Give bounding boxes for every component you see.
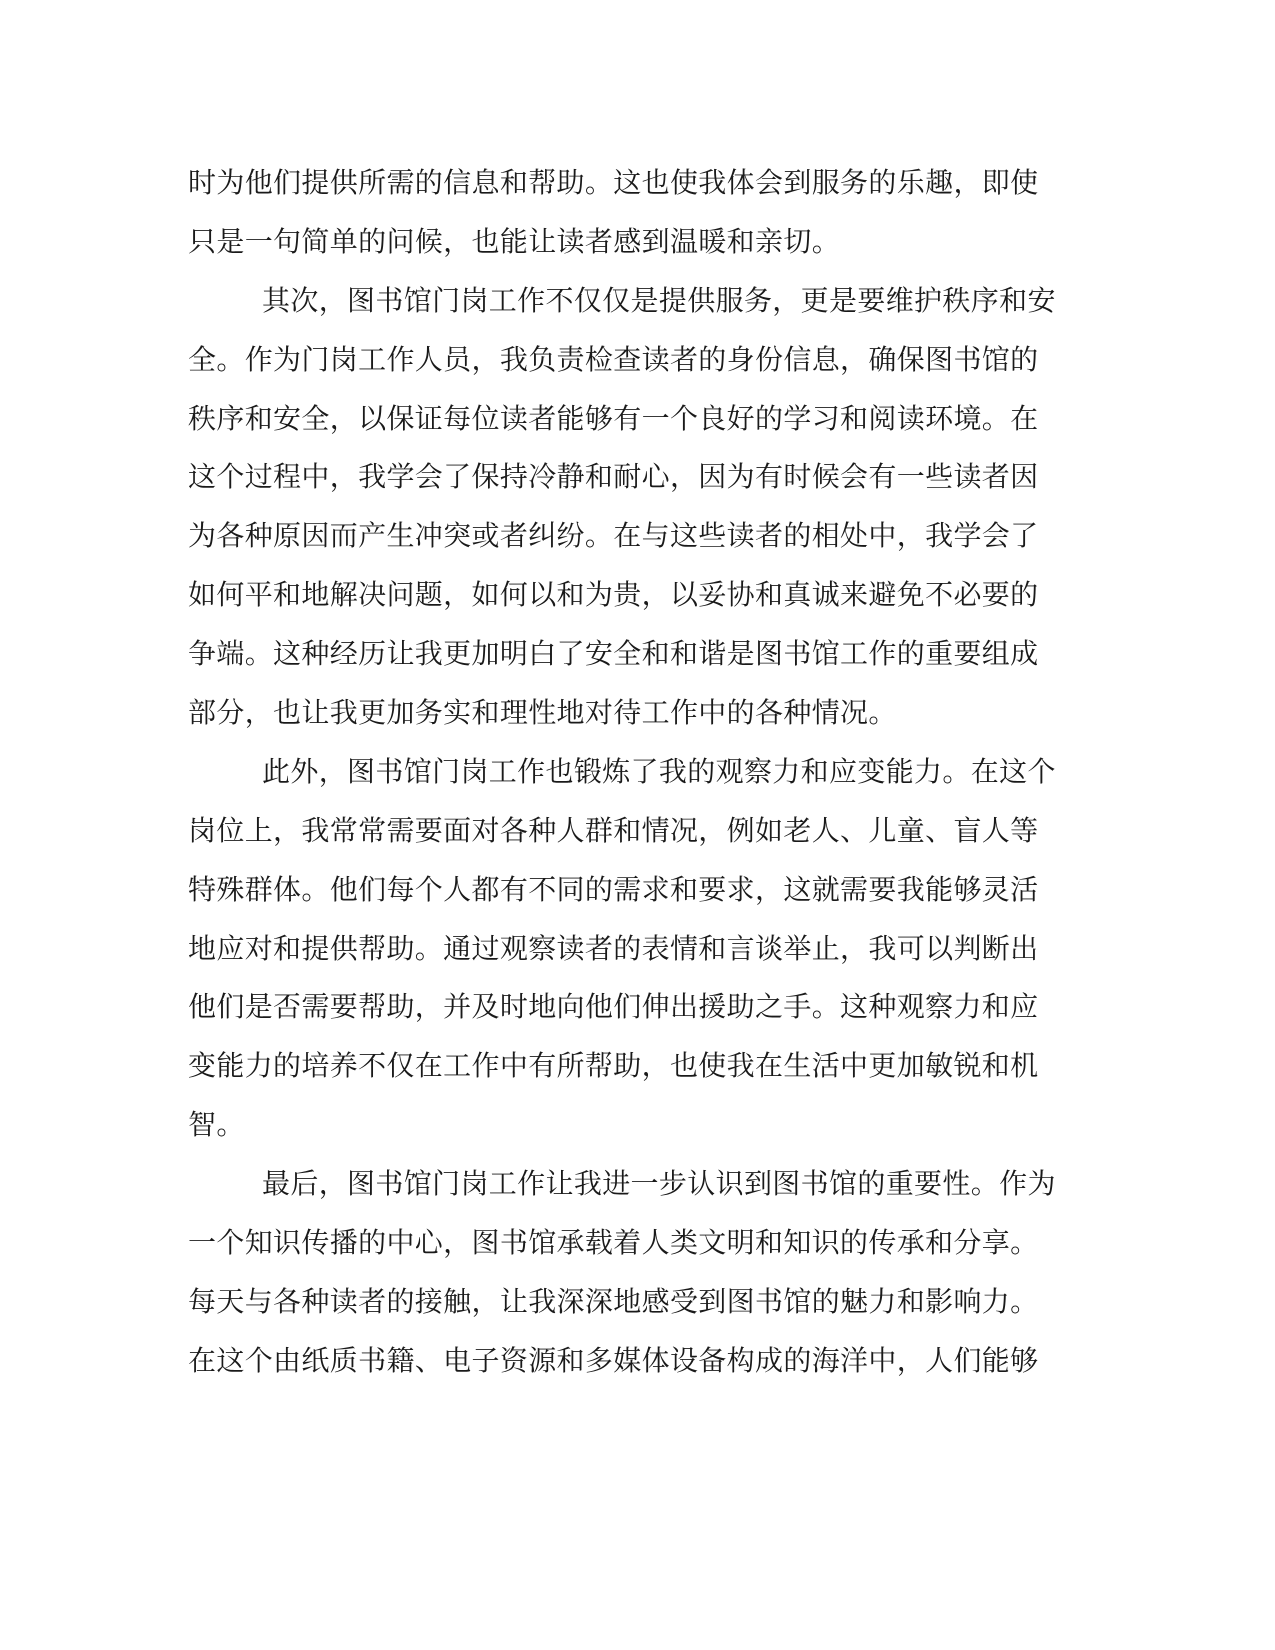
text-line: 秩序和安全，以保证每位读者能够有一个良好的学习和阅读环境。在 bbox=[188, 401, 1039, 435]
text-line: 一个知识传播的中心，图书馆承载着人类文明和知识的传承和分享。 bbox=[188, 1226, 1039, 1260]
paragraph-start-line: 最后，图书馆门岗工作让我进一步认识到图书馆的重要性。作为 bbox=[262, 1167, 1056, 1201]
text-line: 特殊群体。他们每个人都有不同的需求和要求，这就需要我能够灵活 bbox=[188, 872, 1039, 906]
text-line: 时为他们提供所需的信息和帮助。这也使我体会到服务的乐趣，即使 bbox=[188, 166, 1039, 199]
text-line: 只是一句简单的问候，也能让读者感到温暖和亲切。 bbox=[188, 224, 841, 258]
text-line: 每天与各种读者的接触，让我深深地感受到图书馆的魅力和影响力。 bbox=[188, 1284, 1039, 1318]
text-line: 为各种原因而产生冲突或者纠纷。在与这些读者的相处中，我学会了 bbox=[188, 519, 1039, 553]
text-line: 争端。这种经历让我更加明白了安全和和谐是图书馆工作的重要组成 bbox=[188, 637, 1039, 671]
text-line: 地应对和提供帮助。通过观察读者的表情和言谈举止，我可以判断出 bbox=[188, 931, 1039, 965]
text-line: 全。作为门岗工作人员，我负责检查读者的身份信息，确保图书馆的 bbox=[188, 342, 1039, 376]
text-line: 变能力的培养不仅在工作中有所帮助，也使我在生活中更加敏锐和机 bbox=[188, 1049, 1039, 1083]
text-line: 部分，也让我更加务实和理性地对待工作中的各种情况。 bbox=[188, 696, 897, 730]
text-line: 岗位上，我常常需要面对各种人群和情况，例如老人、儿童、盲人等 bbox=[188, 813, 1039, 847]
body-text bbox=[188, 154, 1068, 1391]
paragraph-start-line: 此外，图书馆门岗工作也锻炼了我的观察力和应变能力。在这个 bbox=[262, 754, 1056, 788]
text-line: 如何平和地解决问题，如何以和为贵，以妥协和真诚来避免不必要的 bbox=[188, 578, 1039, 612]
text-line: 他们是否需要帮助，并及时地向他们伸出援助之手。这种观察力和应 bbox=[188, 990, 1039, 1024]
text-line: 智。 bbox=[188, 1108, 245, 1142]
paragraph-start-line: 其次，图书馆门岗工作不仅仅是提供服务，更是要维护秩序和安 bbox=[262, 283, 1056, 317]
text-line: 在这个由纸质书籍、电子资源和多媒体设备构成的海洋中，人们能够 bbox=[188, 1343, 1039, 1377]
text-line: 这个过程中，我学会了保持冷静和耐心，因为有时候会有一些读者因 bbox=[188, 460, 1039, 494]
